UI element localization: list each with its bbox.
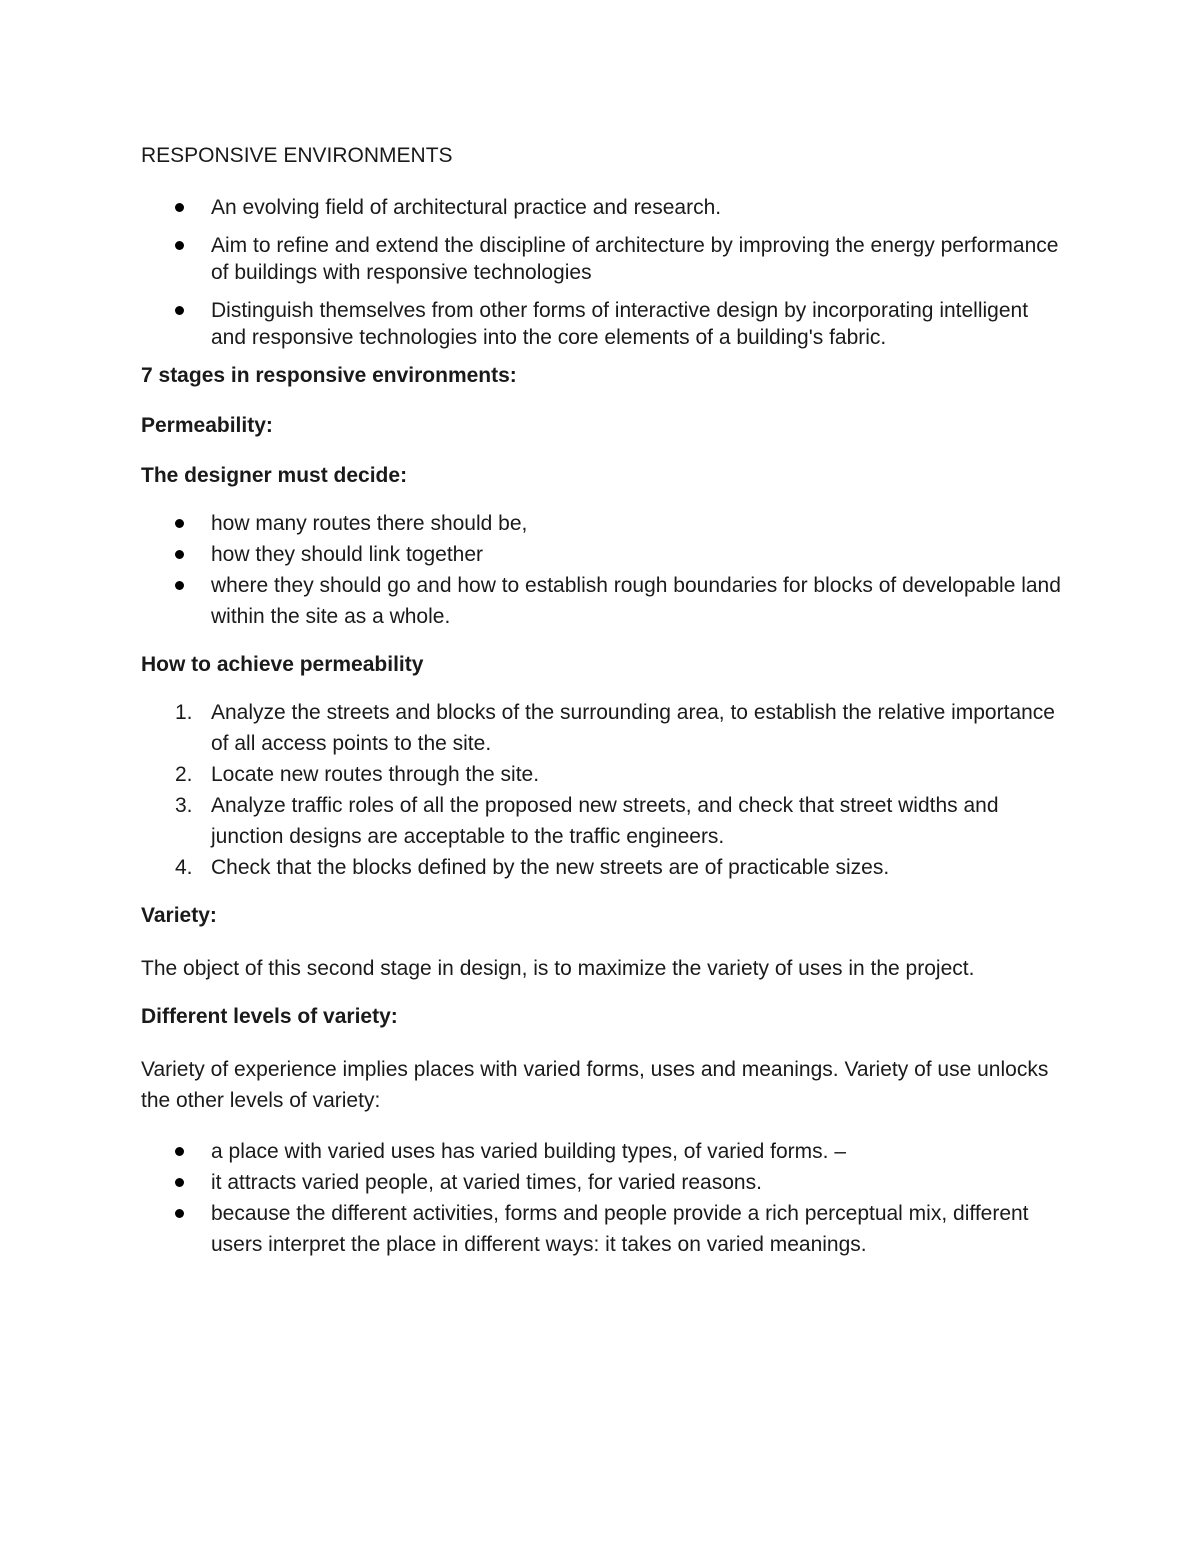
levels-heading: Different levels of variety: xyxy=(141,1005,398,1028)
list-item: 4. Check that the blocks defined by the new streets are of practicable sizes. xyxy=(141,852,1061,883)
bullet-icon xyxy=(175,241,184,250)
achieve-heading: How to achieve permeability xyxy=(141,653,424,676)
step-number: 3. xyxy=(175,794,193,817)
variety-heading: Variety: xyxy=(141,904,217,927)
levels-bullet-list xyxy=(141,1136,1061,1260)
variety-paragraph: The object of this second stage in design, is to maximize the variety of uses in the project. xyxy=(141,957,975,980)
list-item: how many routes there should be, xyxy=(141,508,1061,539)
achieve-steps-list xyxy=(141,697,1061,883)
designer-bullet-list xyxy=(141,508,1061,632)
step-number: 2. xyxy=(175,763,193,786)
step-number: 4. xyxy=(175,856,193,879)
bullet-icon xyxy=(175,203,184,212)
levels-paragraph: Variety of experience implies places with varied forms, uses and meanings. Variety of use unlocks the other levels of variety: xyxy=(141,1058,1049,1112)
bullet-icon xyxy=(175,306,184,315)
list-item: it attracts varied people, at varied times, for varied reasons. xyxy=(141,1167,1061,1198)
bullet-icon xyxy=(175,550,184,559)
designer-heading: The designer must decide: xyxy=(141,464,408,487)
list-item: An evolving field of architectural practice and research. xyxy=(141,194,1061,221)
step-number: 1. xyxy=(175,701,193,724)
list-item: Aim to refine and extend the discipline of architecture by improving the energy performance of buildings with responsive technologies xyxy=(141,232,1061,286)
list-item: how they should link together xyxy=(141,539,1061,570)
list-item: where they should go and how to establish rough boundaries for blocks of developable land within the site as a whole. xyxy=(141,570,1061,632)
intro-bullet-list xyxy=(141,194,1061,351)
bullet-icon xyxy=(175,519,184,528)
list-item: Distinguish themselves from other forms of interactive design by incorporating intelligent and responsive technologies into the core elements of a building's fabric. xyxy=(141,297,1061,351)
document-title: RESPONSIVE ENVIRONMENTS xyxy=(141,144,453,167)
bullet-icon xyxy=(175,1147,184,1156)
permeability-heading: Permeability: xyxy=(141,414,273,437)
bullet-icon xyxy=(175,1178,184,1187)
list-item: because the different activities, forms and people provide a rich perceptual mix, different users interpret the place in different ways: it takes on varied meanings. xyxy=(141,1198,1061,1260)
stages-heading: 7 stages in responsive environments: xyxy=(141,364,517,387)
list-item: a place with varied uses has varied building types, of varied forms. – xyxy=(141,1136,1061,1167)
bullet-icon xyxy=(175,1209,184,1218)
bullet-icon xyxy=(175,581,184,590)
list-item: 3. Analyze traffic roles of all the proposed new streets, and check that street widths and junction designs are acceptable to the traffic engineers. xyxy=(141,790,1061,852)
document-page xyxy=(141,143,1061,1280)
list-item: 1. Analyze the streets and blocks of the surrounding area, to establish the relative importance of all access points to the site. xyxy=(141,697,1061,759)
list-item: 2. Locate new routes through the site. xyxy=(141,759,1061,790)
